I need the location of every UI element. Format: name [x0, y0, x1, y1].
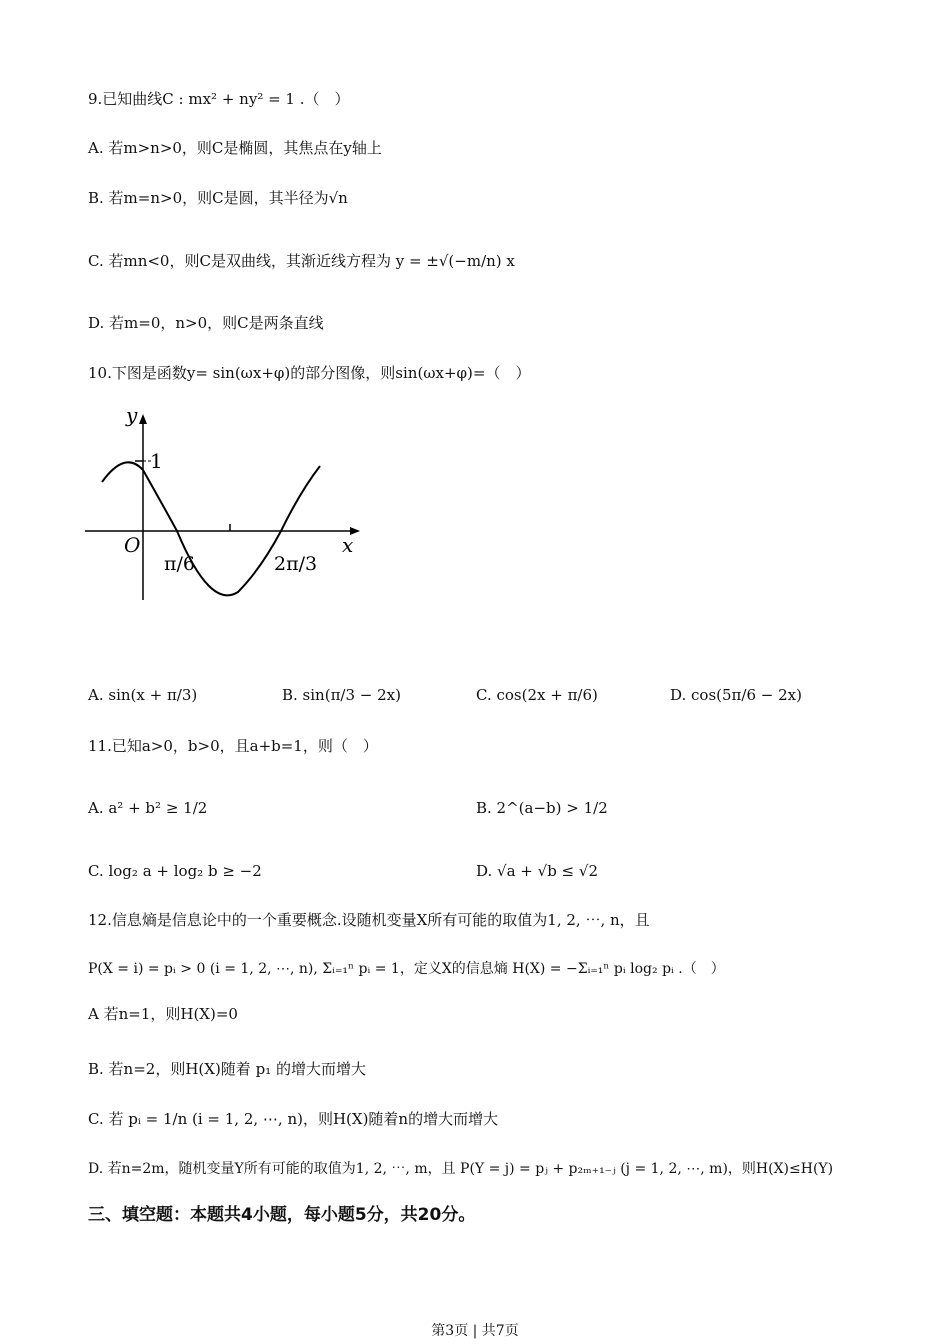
sine-curve [102, 462, 320, 595]
q10-option-b: B. sin(π/3 − 2x) [282, 686, 401, 704]
section-heading: 三、填空题：本题共4小题，每小题5分，共20分。 [88, 1205, 476, 1225]
q9-option-a: A. 若m>n>0，则C是椭圆，其焦点在y轴上 [88, 139, 382, 157]
q10-option-a: A. sin(x + π/3) [88, 686, 198, 704]
origin-label: O [124, 533, 141, 557]
q10-option-d: D. cos(5π/6 − 2x) [670, 686, 802, 704]
page-footer: 第3页 | 共7页 [431, 1323, 519, 1339]
q9-option-b: B. 若m=n>0，则C是圆，其半径为√n [88, 189, 348, 207]
sine-graph [80, 400, 370, 610]
q10-stem: 10.下图是函数y= sin(ωx+φ)的部分图像，则sin(ωx+φ)=（ ） [88, 364, 531, 382]
tick-one-label: 1 [150, 449, 163, 473]
q12-option-d: D. 若n=2m，随机变量Y所有可能的取值为1, 2, ⋯, m，且 P(Y = j) = pⱼ + p₂ₘ₊₁₋ⱼ (j = 1, 2, ⋯, m)，则H(X)≤H(Y) [88, 1161, 834, 1177]
q10-option-c: C. cos(2x + π/6) [476, 686, 598, 704]
q11-option-b: B. 2^(a−b) > 1/2 [476, 799, 608, 817]
q12-stem-definition: P(X = i) = pᵢ > 0 (i = 1, 2, ⋯, n), Σᵢ₌₁ⁿ pᵢ = 1，定义X的信息熵 H(X) = −Σᵢ₌₁ⁿ pᵢ log₂ pᵢ .（ ） [88, 961, 725, 977]
q11-option-a: A. a² + b² ≥ 1/2 [88, 799, 208, 817]
q12-option-c: C. 若 pᵢ = 1/n (i = 1, 2, ⋯, n)，则H(X)随着n的增大而增大 [88, 1110, 499, 1128]
q11-option-c: C. log₂ a + log₂ b ≥ −2 [88, 862, 262, 880]
x-axis-label: x [342, 533, 354, 557]
q9-stem: 9.已知曲线C : mx² + ny² = 1 .（ ） [88, 90, 350, 108]
q12-option-b: B. 若n=2，则H(X)随着 p₁ 的增大而增大 [88, 1060, 366, 1078]
q12-stem: 12.信息熵是信息论中的一个重要概念.设随机变量X所有可能的取值为1, 2, ⋯, n，且 [88, 911, 650, 929]
q11-stem: 11.已知a>0，b>0，且a+b=1，则（ ） [88, 737, 378, 755]
q9-option-c: C. 若mn<0，则C是双曲线，其渐近线方程为 y = ±√(−m/n) x [88, 252, 515, 270]
y-axis-label: y [126, 403, 138, 427]
tick-pi6-label: π/6 [164, 553, 195, 575]
q9-option-d: D. 若m=0，n>0，则C是两条直线 [88, 314, 324, 332]
tick-2pi3-label: 2π/3 [274, 553, 318, 575]
y-axis-arrow [139, 414, 147, 424]
q12-option-a: A 若n=1，则H(X)=0 [88, 1005, 238, 1023]
q11-option-d: D. √a + √b ≤ √2 [476, 862, 598, 880]
